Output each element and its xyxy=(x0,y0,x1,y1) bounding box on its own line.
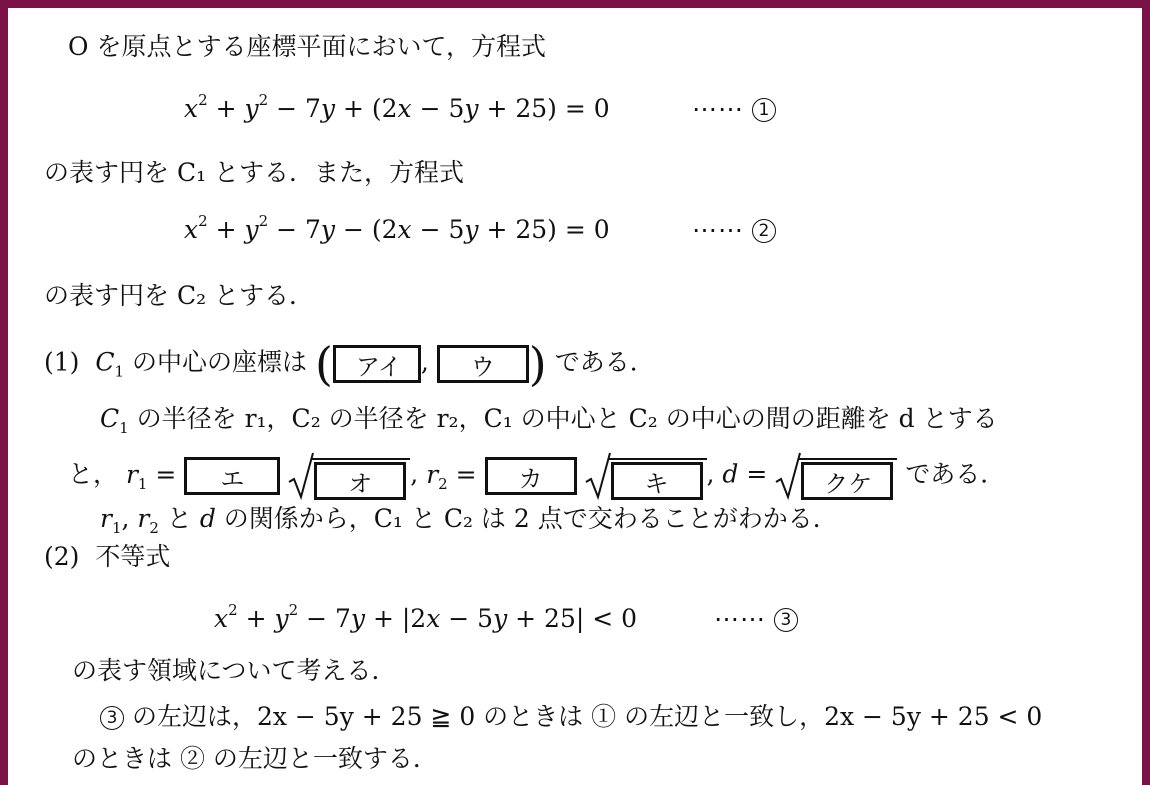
equation-3: $x^2 + y^2 - 7y + |2x - 5y + 25| < 0$ xyxy=(214,601,638,633)
part2-line2: 3 の左辺は，2x − 5y + 25 ≧ 0 のときは ① の左辺と一致し，2x − 5y + 25 < 0 xyxy=(100,700,1042,734)
sqrt-o xyxy=(288,452,410,500)
part1-line4: $r_1$, $r_2$ と d の関係から，C₁ と C₂ は 2 点で交わることがわかる． xyxy=(100,504,838,537)
circled-number-2: 2 xyxy=(752,219,776,243)
sqrt-ki xyxy=(585,452,707,500)
equation-2-tag: ⋯⋯ 2 xyxy=(692,213,776,247)
equation-3-tag: ⋯⋯ 3 xyxy=(714,602,798,636)
part1-line1: (1) $C_1$ の中心の座標は ( アイ , ウ ) である． xyxy=(44,337,655,391)
circled-number-1: 1 xyxy=(752,98,776,122)
intro-after-2: の表す円を C₂ とする． xyxy=(44,281,315,310)
part2-line1: の表す領域について考える． xyxy=(72,656,397,685)
answer-box-ai[interactable]: アイ xyxy=(333,345,421,383)
answer-box-ki[interactable]: キ xyxy=(611,462,703,500)
part2-line3: のときは ② の左辺と一致する． xyxy=(72,744,438,773)
part1-number: (1) xyxy=(44,347,80,377)
answer-box-u[interactable]: ウ xyxy=(437,345,529,383)
part1-line3: と， $r_1$ = エ オ , $r_2$ = カ キ , d = クケ である． xyxy=(68,452,1005,500)
part2-number: (2) xyxy=(44,542,80,571)
equation-1-tag: ⋯⋯ 1 xyxy=(692,92,776,126)
sqrt-kuke xyxy=(775,452,897,500)
equation-2: $x^2 + y^2 - 7y - (2x - 5y + 25) = 0$ xyxy=(184,212,610,244)
part1-line2: $C_1$ の半径を r₁，C₂ の半径を r₂，C₁ の中心と C₂ の中心の間の距離を d とする xyxy=(100,404,998,437)
equation-1: $x^2 + y^2 - 7y + (2x - 5y + 25) = 0$ xyxy=(184,91,610,123)
answer-box-o[interactable]: オ xyxy=(314,462,406,500)
circled-number-3: 3 xyxy=(774,608,798,632)
part2-heading: (2) 不等式 xyxy=(44,542,171,571)
answer-box-kuke[interactable]: クケ xyxy=(801,462,893,500)
document-page xyxy=(8,8,1142,785)
circled-number-3-inline: 3 xyxy=(100,706,124,730)
intro-after-1: の表す円を C₁ とする．また，方程式 xyxy=(44,158,465,187)
answer-box-e[interactable]: エ xyxy=(184,457,280,495)
intro-lead: O を原点とする座標平面において，方程式 xyxy=(68,32,546,61)
answer-box-ka[interactable]: カ xyxy=(485,457,577,495)
